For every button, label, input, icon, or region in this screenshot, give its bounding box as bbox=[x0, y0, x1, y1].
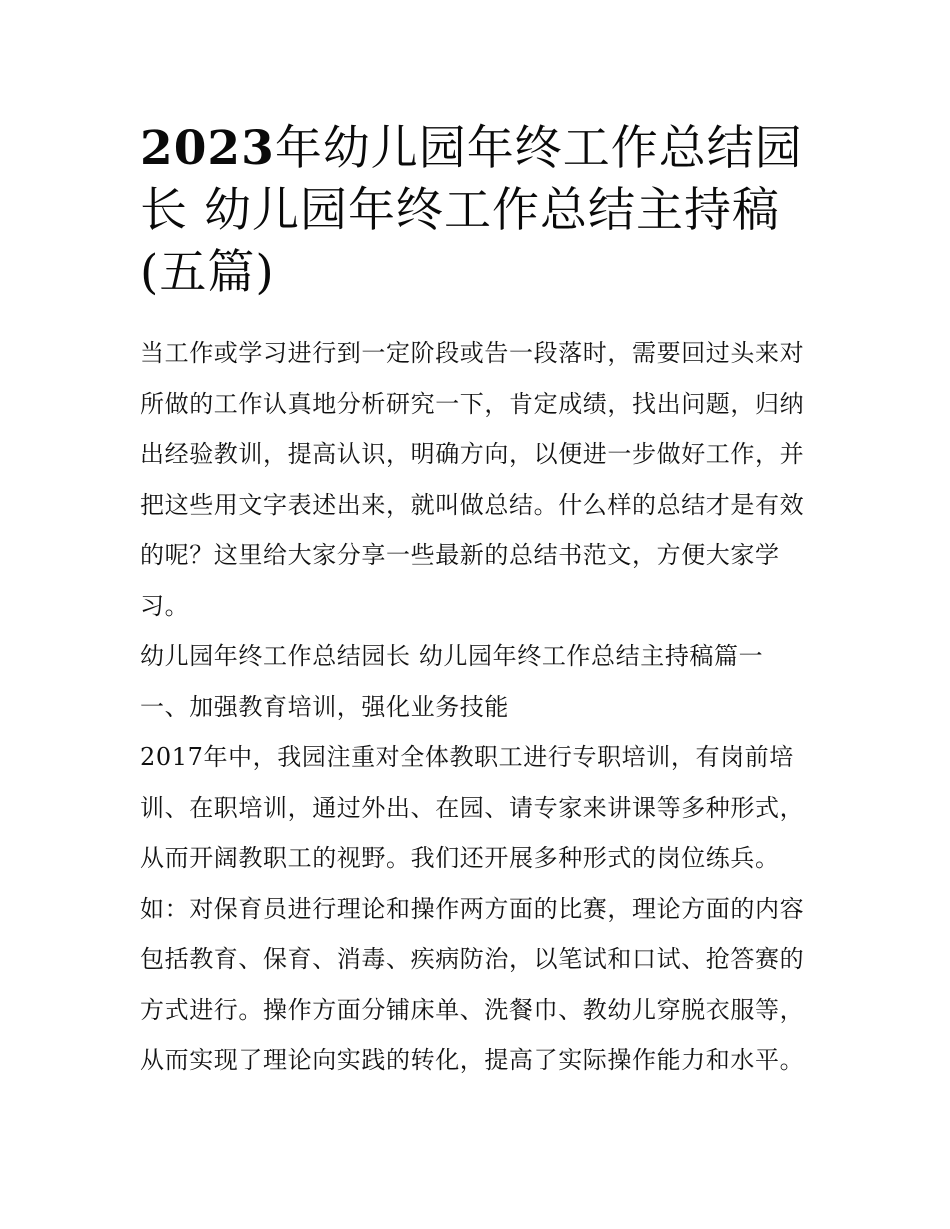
paragraph-line: 从而实现了理论向实践的转化，提高了实际操作能力和水平。 bbox=[140, 1046, 805, 1074]
title-year: 2023 bbox=[140, 121, 275, 176]
intro-paragraph-line: 所做的工作认真地分析研究一下，肯定成绩，找出问题，归纳 bbox=[140, 389, 805, 418]
paragraph-line: 从而开阔教职工的视野。我们还开展多种形式的岗位练兵。 bbox=[140, 844, 780, 872]
paragraph-line: 训、在职培训，通过外出、在园、请专家来讲课等多种形式， bbox=[140, 793, 805, 822]
subsection-heading: 一、加强教育培训，强化业务技能 bbox=[140, 692, 509, 721]
intro-paragraph-line: 出经验教训，提高认识，明确方向，以便进一步做好工作，并 bbox=[140, 440, 805, 468]
document-page bbox=[140, 118, 815, 1086]
document-title bbox=[140, 118, 815, 304]
paragraph-line: 包括教育、保育、消毒、疾病防治，以笔试和口试、抢答赛的 bbox=[140, 945, 805, 973]
intro-paragraph-line: 的呢？这里给大家分享一些最新的总结书范文，方便大家学 bbox=[140, 541, 780, 569]
paragraph-line: 方式进行。操作方面分铺床单、洗餐巾、教幼儿穿脱衣服等， bbox=[140, 995, 805, 1024]
document-body bbox=[140, 328, 815, 1086]
intro-paragraph-line: 习。 bbox=[140, 591, 190, 620]
title-rest: 年幼儿园年终工作总结园 bbox=[274, 121, 803, 176]
title-line bbox=[140, 118, 815, 180]
title-line: (五篇) bbox=[140, 245, 275, 300]
title-line: 长 幼儿园年终工作总结主持稿 bbox=[140, 183, 780, 238]
section-heading: 幼儿园年终工作总结园长 幼儿园年终工作总结主持稿篇一 bbox=[140, 642, 764, 670]
paragraph-line: 如：对保育员进行理论和操作两方面的比赛，理论方面的内容 bbox=[140, 894, 805, 923]
paragraph-line: 2017年中，我园注重对全体教职工进行专职培训，有岗前培 bbox=[140, 743, 794, 771]
intro-paragraph-line: 当工作或学习进行到一定阶段或告一段落时，需要回过头来对 bbox=[140, 339, 805, 367]
intro-paragraph-line: 把这些用文字表述出来，就叫做总结。什么样的总结才是有效 bbox=[140, 490, 805, 519]
